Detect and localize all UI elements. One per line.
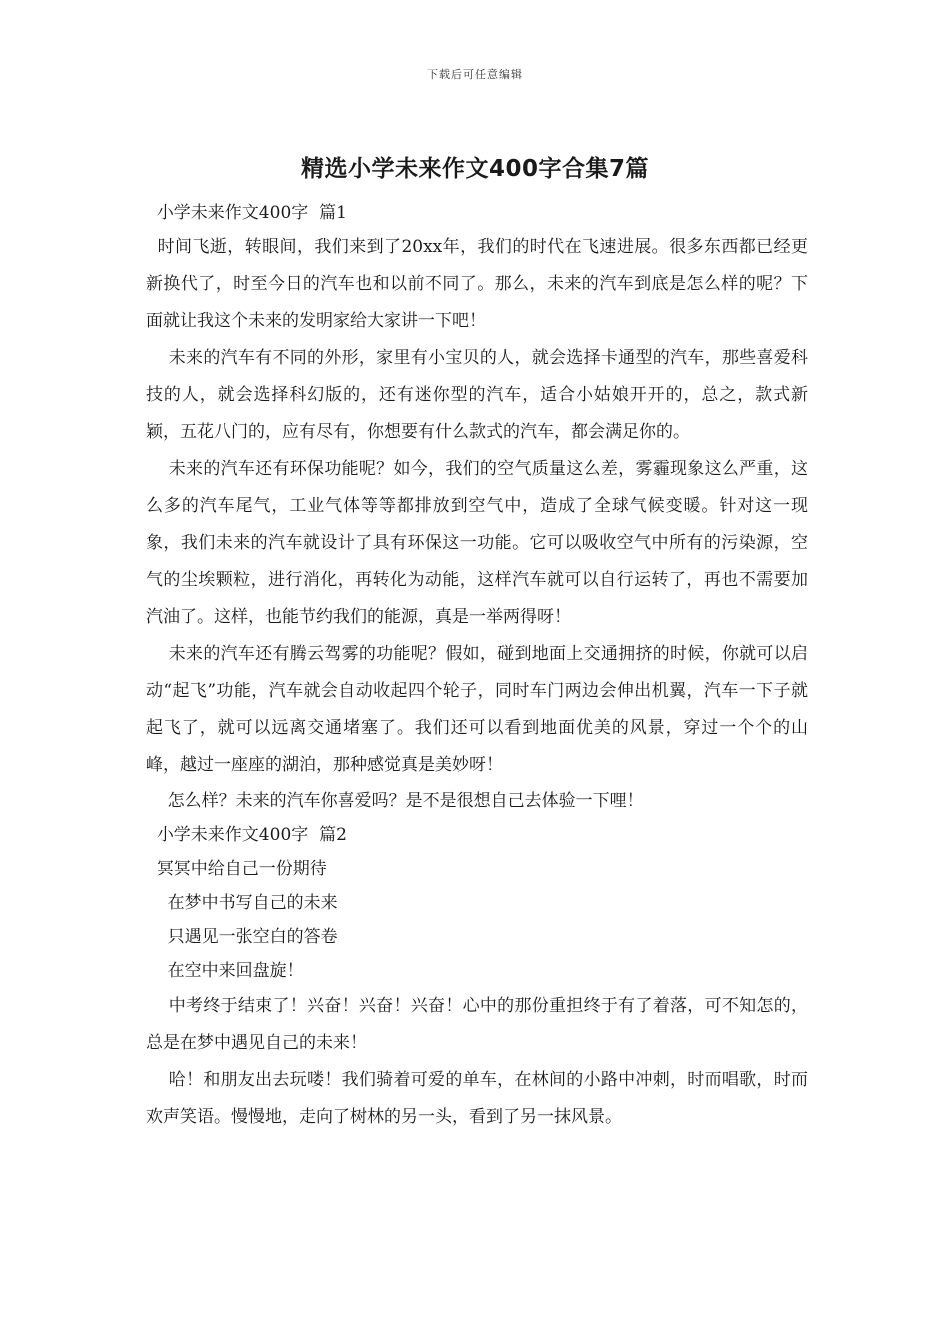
document-body: [146, 198, 808, 1136]
section-heading: 小学未来作文400字 篇1: [146, 203, 347, 223]
body-paragraph: 冥冥中给自己一份期待: [146, 859, 327, 879]
body-paragraph: 怎么样？未来的汽车你喜爱吗？是不是很想自己去体验一下哩！: [146, 791, 644, 811]
header-note: 下载后可任意编辑: [427, 68, 523, 81]
body-paragraph: 在梦中书写自己的未来: [146, 893, 338, 913]
body-paragraph: 未来的汽车还有环保功能呢？如今，我们的空气质量这么差，雾霾现象这么严重，这么多的汽车尾气，工业气体等等都排放到空气中，造成了全球气候变暖。针对这一现象，我们未来的汽车就设计了具有环保这一功能。它可以吸收空气中所有的污染源，空气的尘埃颗粒，进行消化，再转化为动能，这样汽车就可以自行运转了，再也不需要加汽油了。这样，也能节约我们的能源，真是一举两得呀！: [146, 459, 809, 627]
page-title: 精选小学未来作文400字合集7篇: [300, 156, 649, 182]
body-paragraph: 未来的汽车还有腾云驾雾的功能呢？假如，碰到地面上交通拥挤的时候，你就可以启动“起飞”功能，汽车就会自动收起四个轮子，同时车门两边会伸出机翼，汽车一下子就起飞了，就可以远离交通堵塞了。我们还可以看到地面优美的风景，穿过一个个的山峰，越过一座座的湖泊，那种感觉真是美妙呀！: [146, 644, 809, 775]
body-paragraph: 未来的汽车有不同的外形，家里有小宝贝的人，就会选择卡通型的汽车，那些喜爱科技的人，就会选择科幻版的，还有迷你型的汽车，适合小姑娘开开的，总之，款式新颖，五花八门的，应有尽有，你想要有什么款式的汽车，都会满足你的。: [146, 348, 809, 442]
body-paragraph: 只遇见一张空白的答卷: [146, 927, 338, 947]
body-paragraph: 在空中来回盘旋！: [146, 961, 304, 981]
body-paragraph: 中考终于结束了！兴奋！兴奋！兴奋！心中的那份重担终于有了着落，可不知怎的，总是在梦中遇见自己的未来！: [146, 996, 809, 1053]
body-paragraph: 时间飞逝，转眼间，我们来到了20xx年，我们的时代在飞速进展。很多东西都已经更新换代了，时至今日的汽车也和以前不同了。那么，未来的汽车到底是怎么样的呢？下面就让我这个未来的发明家给大家讲一下吧！: [146, 237, 808, 331]
body-paragraph: 哈！和朋友出去玩喽！我们骑着可爱的单车，在林间的小路中冲刺，时而唱歌，时而欢声笑语。慢慢地，走向了树林的另一头，看到了另一抹风景。: [146, 1070, 809, 1127]
body-paragraph: 小学未来作文400字 篇2: [146, 825, 347, 845]
